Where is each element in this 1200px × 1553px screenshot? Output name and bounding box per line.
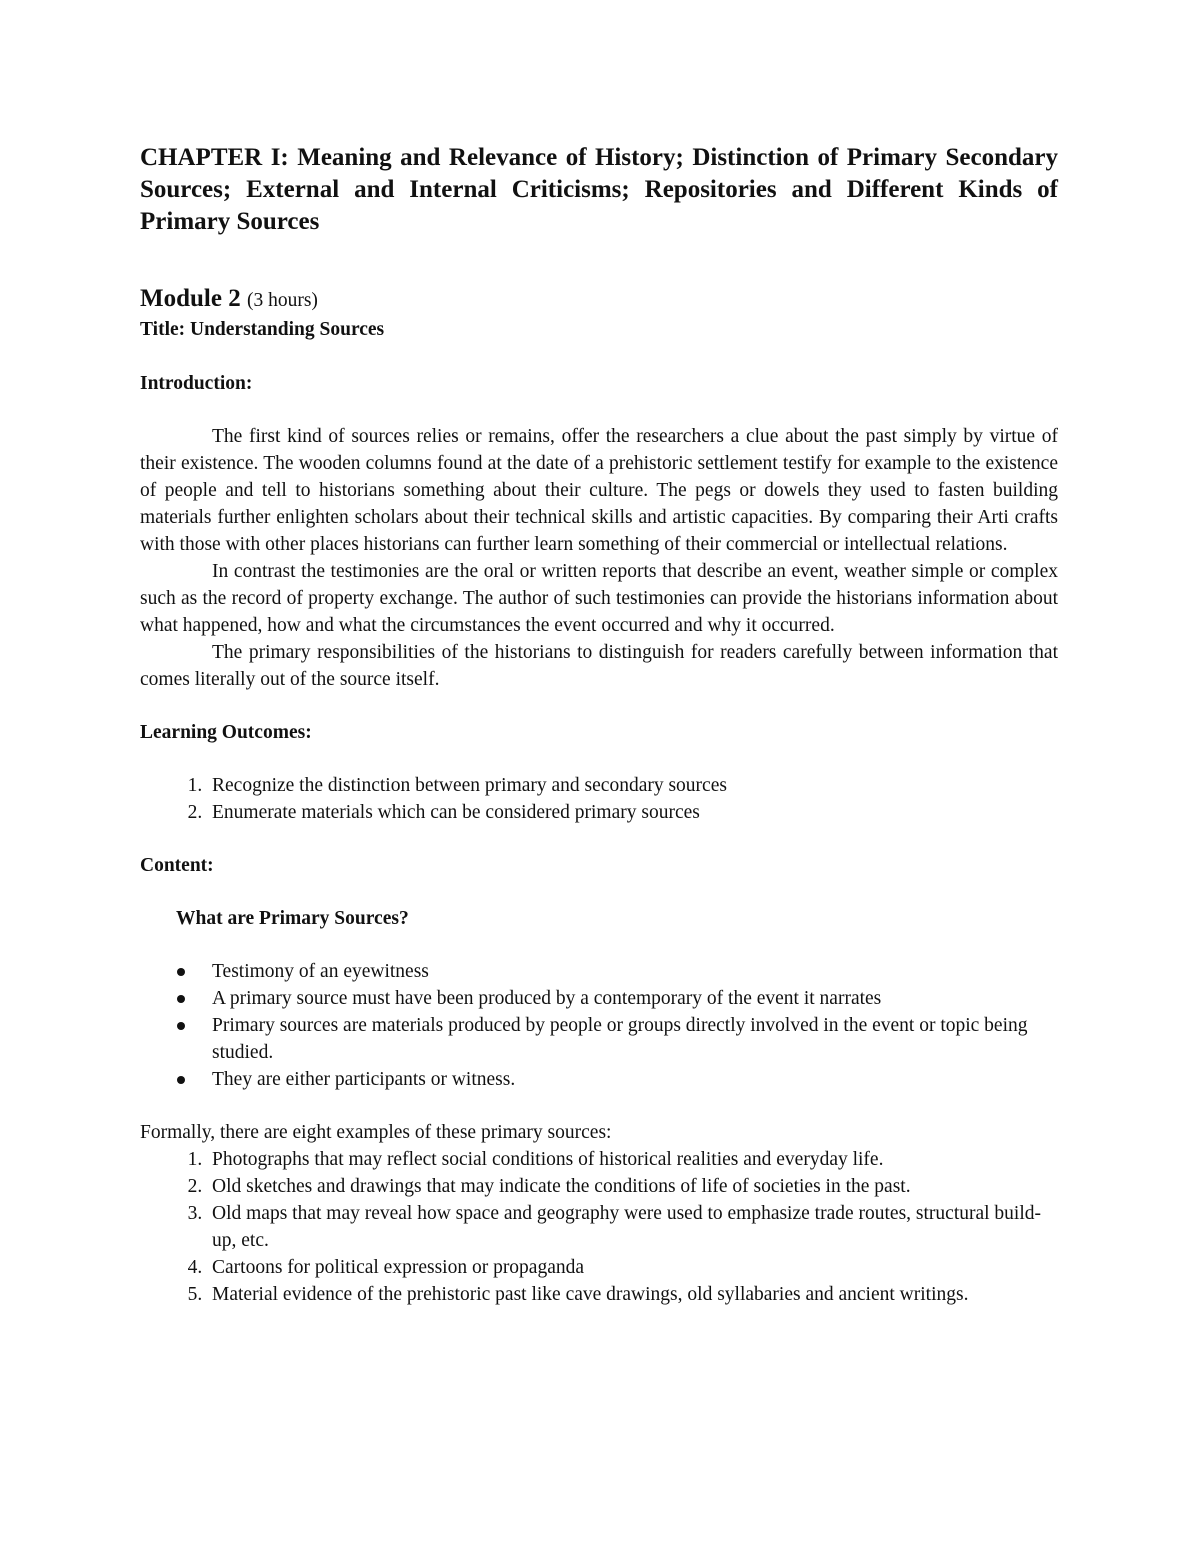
list-item: 3. Old maps that may reveal how space and geography were used to emphasize trade routes, structural build-up, etc. <box>212 1200 1058 1254</box>
list-item: 1. Recognize the distinction between primary and secondary sources <box>212 772 1058 799</box>
primary-sources-subheading: What are Primary Sources? <box>176 908 409 929</box>
chapter-title: CHAPTER I: Meaning and Relevance of History; Distinction of Primary Secondary Sources; External and Internal Criticisms; Repositories and Different Kinds of Primary Sources <box>140 144 1058 235</box>
bullet-icon <box>177 995 185 1003</box>
intro-paragraph: The primary responsibilities of the historians to distinguish for readers carefully between information that comes literally out of the source itself. <box>140 642 1058 690</box>
list-item <box>212 1012 1058 1066</box>
bullet-text: Testimony of an eyewitness <box>212 961 429 982</box>
list-item: 1. Photographs that may reflect social conditions of historical realities and everyday life. <box>212 1146 1058 1173</box>
bullet-text: They are either participants or witness. <box>212 1069 516 1090</box>
intro-paragraph: In contrast the testimonies are the oral or written reports that describe an event, weather simple or complex such as the record of property exchange. The author of such testimonies can provide the historians information about what happened, how and what the circumstances the event occurred and why it occurred. <box>140 561 1058 636</box>
learning-outcomes-list <box>140 772 1058 826</box>
list-item: 4. Cartoons for political expression or propaganda <box>212 1254 1058 1281</box>
list-item <box>212 958 1058 985</box>
module-heading <box>140 284 1058 316</box>
list-item: 5. Material evidence of the prehistoric past like cave drawings, old syllabaries and ancient writings. <box>212 1281 1058 1308</box>
module-hours: (3 hours) <box>246 290 318 311</box>
bullet-icon <box>177 1076 185 1084</box>
primary-sources-bullets <box>140 958 1058 1093</box>
list-item: 2. Enumerate materials which can be considered primary sources <box>212 799 1058 826</box>
document-page <box>140 142 1058 1308</box>
examples-list <box>140 1146 1058 1308</box>
module-label: Module 2 <box>140 285 241 312</box>
list-item <box>212 1066 1058 1093</box>
intro-paragraph: The first kind of sources relies or remains, offer the researchers a clue about the past simply by virtue of their existence. The wooden columns found at the date of a prehistoric settlement testify for example to the existence of people and tell to historians something about their culture. The pegs or dowels they used to fasten building materials further enlighten scholars about their technical skills and artistic capacities. By comparing their Arti crafts with those with other places historians can further learn something of their commercial or intellectual relations. <box>140 426 1058 555</box>
examples-intro: Formally, there are eight examples of these primary sources: <box>140 1122 612 1143</box>
bullet-icon <box>177 968 185 976</box>
bullet-text: Primary sources are materials produced by people or groups directly involved in the event or topic being studied. <box>212 1015 1028 1063</box>
list-item <box>212 985 1058 1012</box>
introduction-heading: Introduction: <box>140 373 253 394</box>
list-item: 2. Old sketches and drawings that may indicate the conditions of life of societies in the past. <box>212 1173 1058 1200</box>
bullet-icon <box>177 1022 185 1030</box>
learning-outcomes-heading: Learning Outcomes: <box>140 722 312 743</box>
bullet-text: A primary source must have been produced by a contemporary of the event it narrates <box>212 988 882 1009</box>
content-heading: Content: <box>140 855 214 876</box>
module-title: Title: Understanding Sources <box>140 319 385 340</box>
